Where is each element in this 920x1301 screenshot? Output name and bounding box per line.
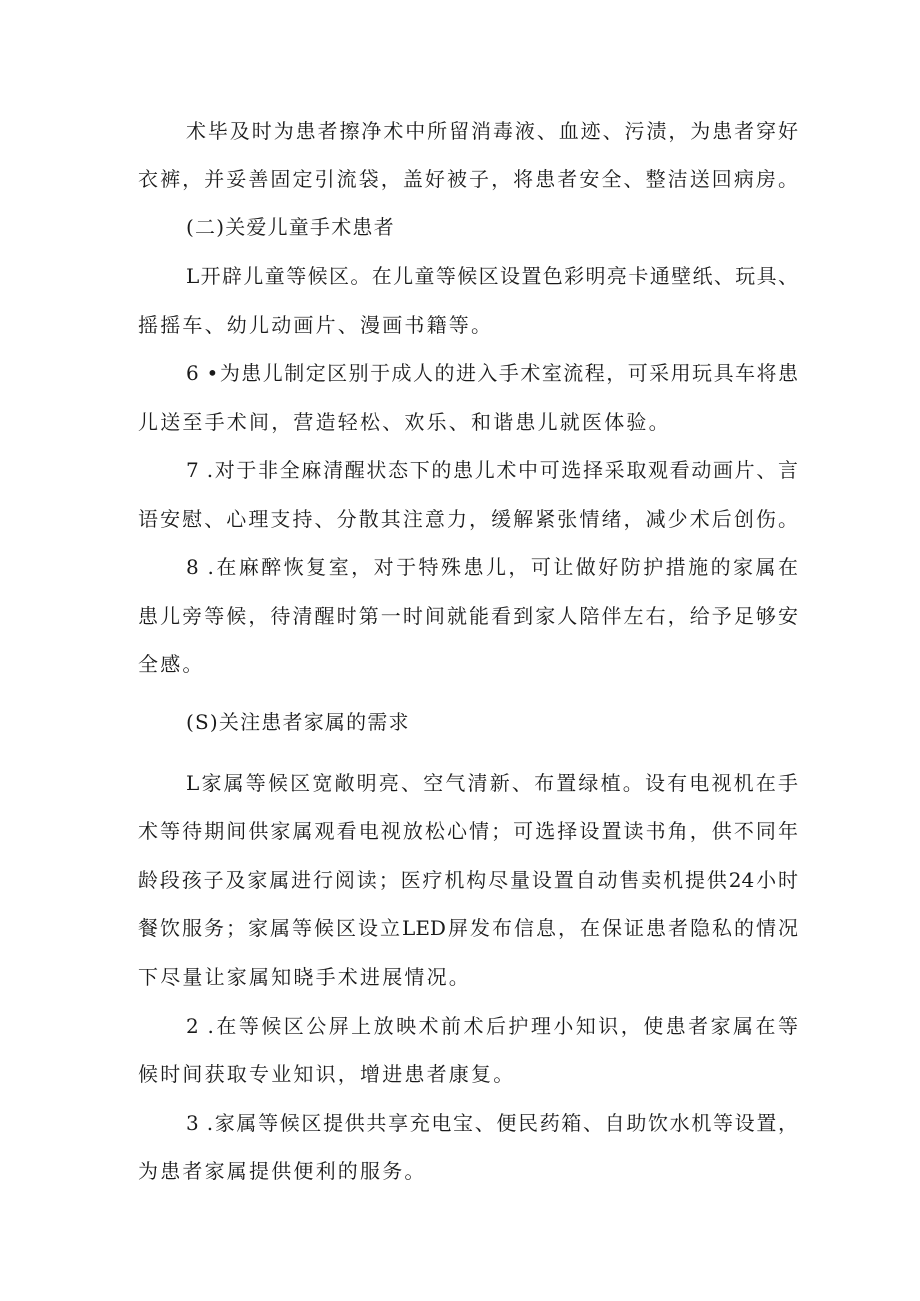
paragraph-line: 7 .对于非全麻清醒状态下的患儿术中可选择采取观看动画片、言: [186, 458, 798, 482]
paragraph-line: 摇摇车、幼儿动画片、漫画书籍等。: [138, 313, 494, 337]
paragraph-line: 术毕及时为患者擦净术中所留消毒液、血迹、污渍，为患者穿好: [186, 119, 798, 143]
paragraph-line: 龄段孩子及家属进行阅读；医疗机构尽量设置自动售卖机提供24小时: [138, 868, 798, 892]
paragraph-line: 为患者家属提供便利的服务。: [138, 1159, 427, 1183]
paragraph-line: 6 •为患儿制定区别于成人的进入手术室流程，可采用玩具车将患: [186, 361, 798, 385]
paragraph-line: 餐饮服务；家属等候区设立LED屏发布信息，在保证患者隐私的情况: [138, 916, 798, 940]
paragraph-line: 下尽量让家属知晓手术进展情况。: [138, 965, 471, 989]
paragraph-line: 术等待期间供家属观看电视放松心情；可选择设置读书角，供不同年: [138, 819, 798, 843]
paragraph-line: 3 .家属等候区提供共享充电宝、便民药箱、自助饮水机等设置，: [186, 1111, 798, 1135]
paragraph-line: 儿送至手术间，营造轻松、欢乐、和谐患儿就医体验。: [138, 410, 671, 434]
paragraph-line: 2 .在等候区公屏上放映术前术后护理小知识，使患者家属在等: [186, 1014, 798, 1038]
paragraph-line: 患儿旁等候，待清醒时第一时间就能看到家人陪伴左右，给予足够安: [138, 604, 798, 628]
paragraph-line: L开辟儿童等候区。在儿童等候区设置色彩明亮卡通壁纸、玩具、: [186, 264, 798, 288]
paragraph-line: 衣裤，并妥善固定引流袋，盖好被子，将患者安全、整洁送回病房。: [138, 167, 798, 191]
paragraph-line: L家属等候区宽敞明亮、空气清新、布置绿植。设有电视机在手: [186, 771, 798, 795]
paragraph-line: 语安慰、心理支持、分散其注意力，缓解紧张情绪，减少术后创伤。: [138, 507, 798, 531]
section-heading: (二)关爱儿童手术患者: [186, 215, 395, 239]
paragraph-line: 全感。: [138, 652, 205, 676]
section-heading: (S)关注患者家属的需求: [186, 710, 410, 734]
paragraph-line: 候时间获取专业知识，增进患者康复。: [138, 1062, 516, 1086]
paragraph-line: 8 .在麻醉恢复室，对于特殊患儿，可让做好防护措施的家属在: [186, 555, 798, 579]
